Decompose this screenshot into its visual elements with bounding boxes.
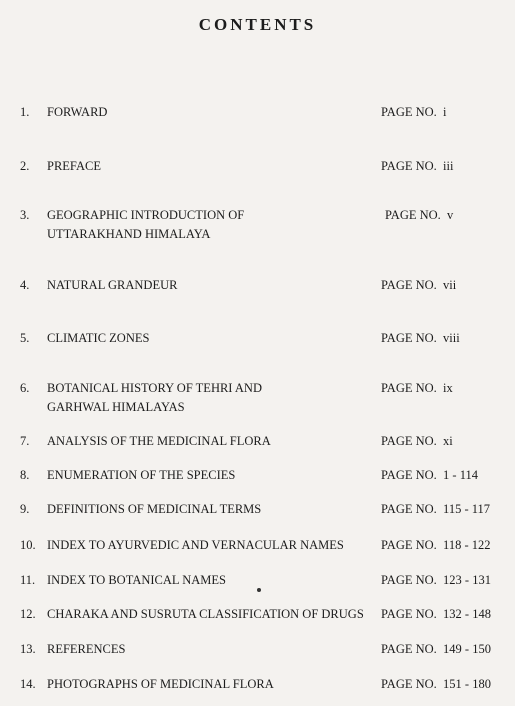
entry-title bbox=[47, 500, 372, 519]
entry-page-number: PAGE NO. v bbox=[385, 208, 454, 222]
entry-page-number: PAGE NO. 151 - 180 bbox=[381, 677, 491, 691]
entry-title-line: GARHWAL HIMALAYAS bbox=[47, 400, 185, 414]
entry-title-line: FORWARD bbox=[47, 105, 108, 119]
entry-page-number: PAGE NO. 123 - 131 bbox=[381, 573, 491, 587]
entry-title-line: ANALYSIS OF THE MEDICINAL FLORA bbox=[47, 434, 271, 448]
entry-title-line: NATURAL GRANDEUR bbox=[47, 278, 178, 292]
entry-number: 12. bbox=[20, 607, 36, 621]
entry-title bbox=[47, 571, 372, 590]
entry-page-number: PAGE NO. iii bbox=[381, 159, 454, 173]
speck bbox=[257, 588, 261, 592]
entry-title bbox=[47, 276, 372, 295]
entry-title-line: ENUMERATION OF THE SPECIES bbox=[47, 468, 236, 482]
entry-page-number: PAGE NO. 115 - 117 bbox=[381, 502, 491, 516]
entry-title-line: INDEX TO AYURVEDIC AND VERNACULAR NAMES bbox=[47, 538, 344, 552]
entry-title bbox=[47, 466, 372, 485]
entry-page-number: PAGE NO. 149 - 150 bbox=[381, 642, 491, 656]
entry-number: 8. bbox=[20, 468, 30, 482]
entry-title bbox=[47, 640, 372, 659]
entry-title-line: INDEX TO BOTANICAL NAMES bbox=[47, 573, 226, 587]
entry-title-line: PHOTOGRAPHS OF MEDICINAL FLORA bbox=[47, 677, 274, 691]
entry-title bbox=[47, 432, 372, 451]
entry-title bbox=[47, 379, 372, 417]
entry-title-line: BOTANICAL HISTORY OF TEHRI AND bbox=[47, 381, 262, 395]
entry-number: 1. bbox=[20, 105, 30, 119]
entry-title-line: UTTARAKHAND HIMALAYA bbox=[47, 227, 211, 241]
entry-page-number: PAGE NO. i bbox=[381, 105, 447, 119]
entry-title-line: CHARAKA AND SUSRUTA CLASSIFICATION OF DRUGS bbox=[47, 607, 364, 621]
entry-page-number: PAGE NO. viii bbox=[381, 331, 460, 345]
entry-number: 3. bbox=[20, 208, 30, 222]
entry-page-number: PAGE NO. 118 - 122 bbox=[381, 538, 491, 552]
entry-number: 9. bbox=[20, 502, 30, 516]
entry-title bbox=[47, 675, 372, 694]
entry-page-number: PAGE NO. xi bbox=[381, 434, 453, 448]
entry-title bbox=[47, 329, 372, 348]
entry-title bbox=[47, 206, 372, 244]
entry-page-number: PAGE NO. 132 - 148 bbox=[381, 607, 491, 621]
entry-number: 14. bbox=[20, 677, 36, 691]
entry-number: 7. bbox=[20, 434, 30, 448]
entry-number: 2. bbox=[20, 159, 30, 173]
entry-title bbox=[47, 605, 372, 624]
entry-title-line: DEFINITIONS OF MEDICINAL TERMS bbox=[47, 502, 262, 516]
entry-page-number: PAGE NO. 1 - 114 bbox=[381, 468, 478, 482]
entry-number: 4. bbox=[20, 278, 30, 292]
entry-title bbox=[47, 103, 372, 122]
entry-number: 5. bbox=[20, 331, 30, 345]
entry-title bbox=[47, 157, 372, 176]
entry-title-line: PREFACE bbox=[47, 159, 101, 173]
entry-number: 13. bbox=[20, 642, 36, 656]
entry-title-line: GEOGRAPHIC INTRODUCTION OF bbox=[47, 208, 245, 222]
entry-number: 10. bbox=[20, 538, 36, 552]
entry-title-line: REFERENCES bbox=[47, 642, 126, 656]
entry-title bbox=[47, 536, 372, 555]
page-title: CONTENTS bbox=[198, 15, 317, 34]
entry-number: 6. bbox=[20, 381, 30, 395]
entry-page-number: PAGE NO. vii bbox=[381, 278, 457, 292]
entry-number: 11. bbox=[20, 573, 36, 587]
entry-title-line: CLIMATIC ZONES bbox=[47, 331, 150, 345]
entry-page-number: PAGE NO. ix bbox=[381, 381, 453, 395]
